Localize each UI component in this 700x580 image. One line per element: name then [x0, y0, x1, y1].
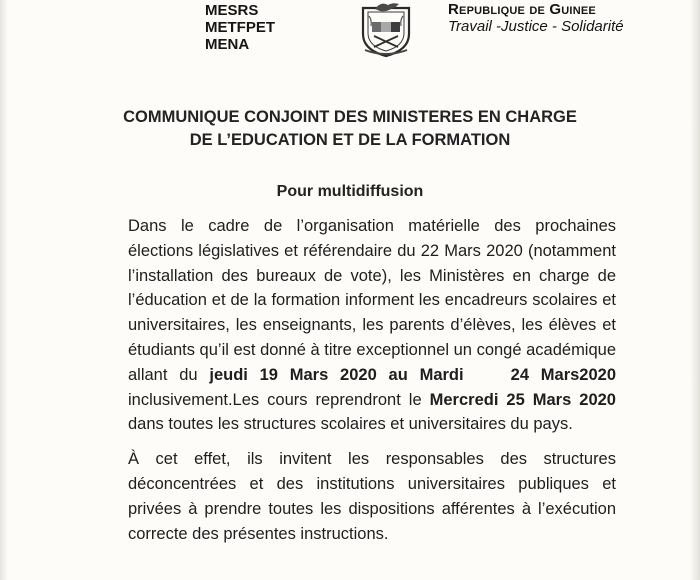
document-title	[0, 106, 700, 152]
republic-block	[448, 1, 693, 35]
ministry-name: MENA	[205, 36, 250, 53]
end-date: Mardi 24 Mars2020	[419, 365, 617, 384]
national-motto: Travail -Justice - Solidarité	[448, 18, 624, 35]
title-line: COMMUNIQUE CONJOINT DES MINISTERES EN CHARGE	[123, 108, 577, 126]
paragraph-text: dans toutes les structures scolaires et universitaires du pays.	[128, 415, 573, 434]
page-edge-shadow	[690, 0, 700, 580]
ministry-name: MESRS	[205, 2, 259, 19]
title-line: DE L’EDUCATION ET DE LA FORMATION	[189, 131, 511, 149]
date-connector: au	[388, 365, 408, 384]
ministry-name: METFPET	[205, 19, 275, 36]
paragraph: À cet effet, ils invitent les responsables des structures déconcentrées et des institutions universitaires publiques et privées à prendre toutes les dispositions afférentes à l’exécution correcte des présentes instructions.	[128, 450, 616, 543]
communique-body	[128, 214, 616, 556]
start-date: jeudi 19 Mars 2020	[209, 365, 377, 384]
paragraph-text: inclusivement.Les cours reprendront le	[128, 390, 422, 409]
ministries-block	[205, 2, 275, 53]
paragraph-text: Dans le cadre de l’organisation matérielle des prochaines élections législatives et référendaire du 22 Mars 2020 (notamment l’installation des bureaux de vote), les Ministères en charge de l’éducation et de la formation informent les encadreurs scolaires et universitaires, les enseignants, les parents d’élèves, les élèves et étudiants qu’il est donné à titre exceptionnel un congé académique allant du	[128, 217, 617, 384]
resume-date: Mercredi 25 Mars 2020	[429, 390, 616, 409]
page-edge-shadow	[0, 0, 8, 580]
coat-of-arms-icon	[355, 0, 417, 58]
republic-name: Republique de Guinee	[448, 1, 596, 18]
distribution-note: Pour multidiffusion	[276, 183, 424, 200]
paragraph	[128, 214, 616, 437]
